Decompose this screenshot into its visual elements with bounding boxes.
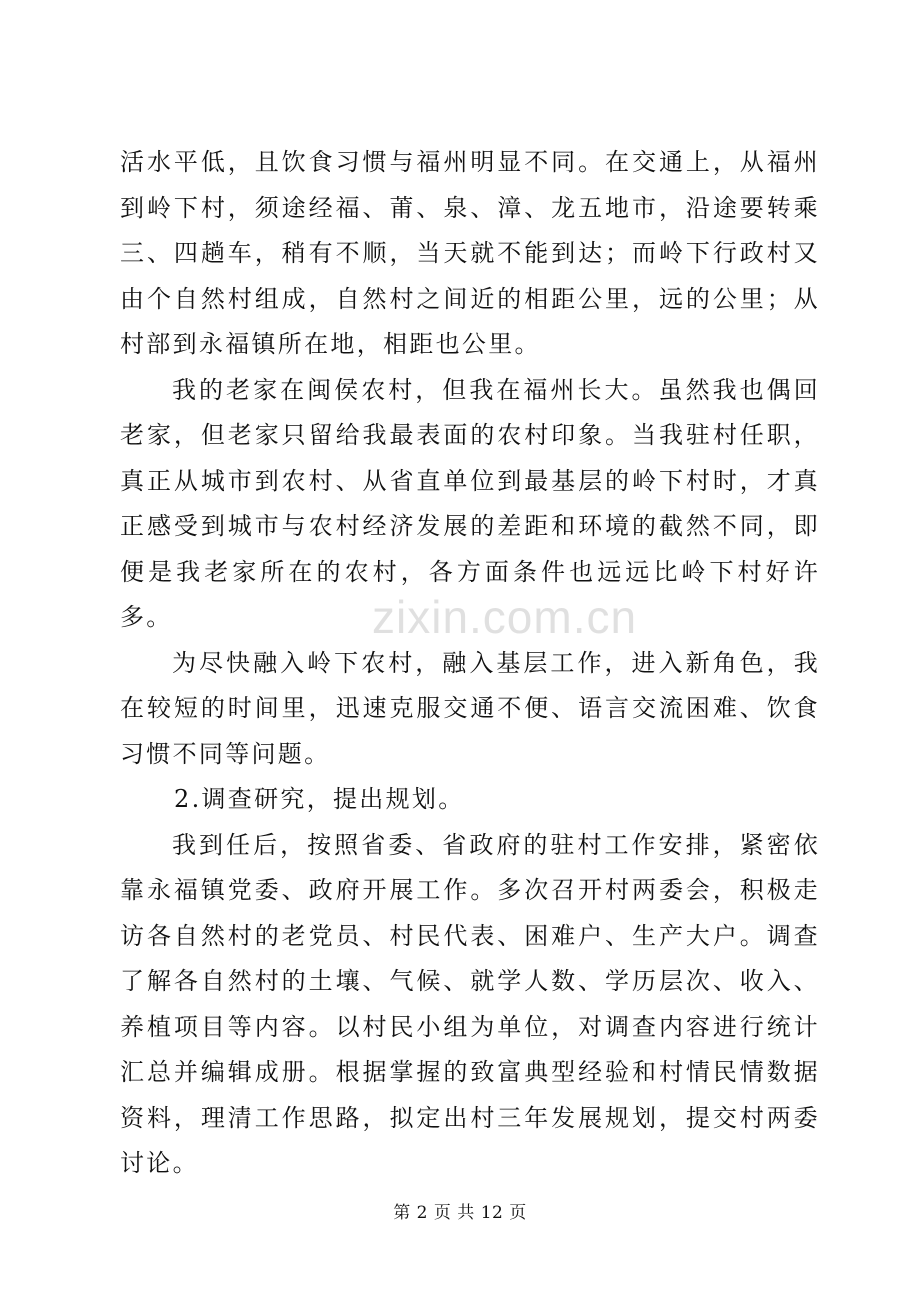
paragraph-adaptation: 为尽快融入岭下农村，融入基层工作，进入新角色，我在较短的时间里，迅速克服交通不便、语言交流困难、饮食习惯不同等问题。 bbox=[120, 648, 820, 768]
document-body bbox=[120, 140, 820, 1187]
paragraph-continuation: 活水平低，且饮食习惯与福州明显不同。在交通上，从福州到岭下村，须途经福、莆、泉、漳、龙五地市，沿途要转乘三、四趟车，稍有不顺，当天就不能到达；而岭下行政村又由个自然村组成，自然村之间近的相距公里，远的公里；从村部到永福镇所在地，相距也公里。 bbox=[120, 148, 820, 358]
paragraph-hometown: 我的老家在闽侯农村，但我在福州长大。虽然我也偶回老家，但老家只留给我最表面的农村印象。当我驻村任职，真正从城市到农村、从省直单位到最基层的岭下村时，才真正感受到城市与农村经济发展的差距和环境的截然不同，即便是我老家所在的农村，各方面条件也远远比岭下村好许多。 bbox=[120, 375, 820, 631]
section-heading: 2.调查研究，提出规划。 bbox=[174, 785, 465, 813]
watermark: zixin.com.cn bbox=[372, 591, 638, 643]
paragraph-research: 我到任后，按照省委、省政府的驻村工作安排，紧密依靠永福镇党委、政府开展工作。多次召开村两委会，积极走访各自然村的老党员、村民代表、困难户、生产大户。调查了解各自然村的土壤、气候、就学人数、学历层次、收入、养植项目等内容。以村民小组为单位，对调查内容进行统计汇总并编辑成册。根据掌握的致富典型经验和村情民情数据资料，理清工作思路，拟定出村三年发展规划，提交村两委讨论。 bbox=[120, 830, 820, 1177]
page-footer: 第 2 页 共 12 页 bbox=[393, 1203, 527, 1223]
